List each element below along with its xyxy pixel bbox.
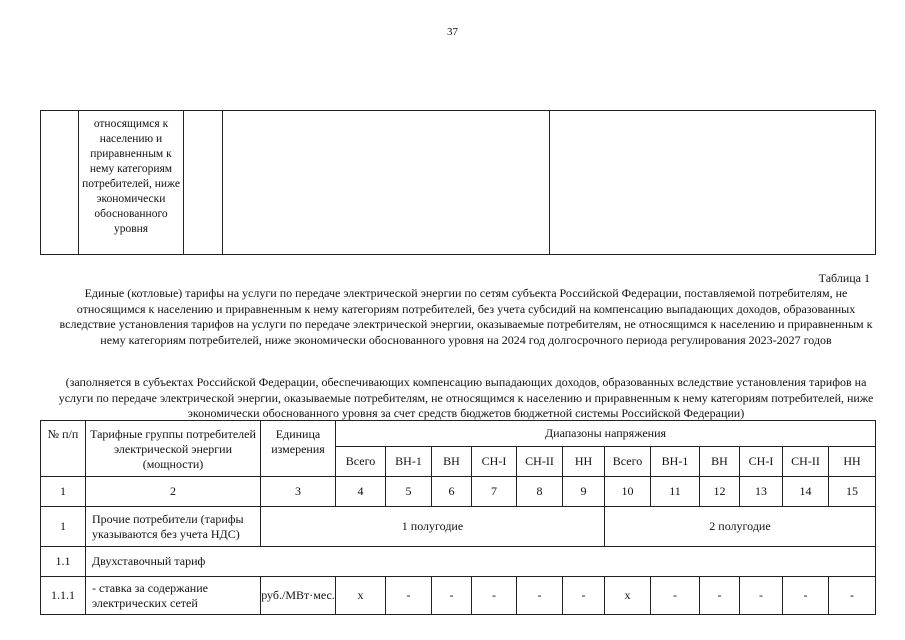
continued-table: [40, 110, 876, 255]
header-voltage: СН-I: [472, 447, 517, 477]
page-number: 37: [447, 26, 458, 38]
table-note: (заполняется в субъектах Российской Федерации, обеспечивающих компенсацию выпадающих доходов, образованных вследствие установления тарифов на услуги по передаче электрической энергии, оказываемые потребителям, не относящимся к населению и приравненным к нему категориям потребителей, ниже экономически обоснованного уровня за счет средств бюджетов бюджетной системы Российской Федерации): [58, 375, 874, 420]
header-voltage: ВН-1: [386, 447, 432, 477]
value-cell: -: [517, 577, 563, 615]
value-cell: -: [740, 577, 783, 615]
half-year-1: 1 полугодие: [261, 507, 605, 547]
column-number: 7: [472, 477, 517, 507]
header-voltage: СН-I: [740, 447, 783, 477]
value-cell: -: [472, 577, 517, 615]
empty-cell: [41, 111, 79, 255]
value-cell: -: [783, 577, 829, 615]
header-voltage: ВН: [700, 447, 740, 477]
header-voltage: ВН: [432, 447, 472, 477]
column-number: 13: [740, 477, 783, 507]
column-number: 4: [336, 477, 386, 507]
header-voltage: Всего: [336, 447, 386, 477]
header-voltage: Всего: [605, 447, 651, 477]
column-number: 1: [41, 477, 86, 507]
value-cell: -: [829, 577, 876, 615]
row-num: 1.1: [41, 547, 86, 577]
category-cell: относящимся к населению и приравненным к нему категориям потребителей, ниже экономически обоснованного уровня: [79, 111, 184, 255]
row-num: 1.1.1: [41, 577, 86, 615]
column-number: 11: [651, 477, 700, 507]
column-number: 3: [261, 477, 336, 507]
header-voltage: НН: [829, 447, 876, 477]
empty-cell: [184, 111, 223, 255]
table-title: Единые (котловые) тарифы на услуги по передаче электрической энергии по сетям субъекта Российской Федерации, поставляемой потребителям, не относящимся к населению и приравненным к нему категориям потребителей, без учета субсидий на компенсацию выпадающих доходов, образованных вследствие установления тарифов на услуги по передаче электрической энергии, оказываемые потребителям, не относящимся к населению и приравненным к нему категориям потребителей, ниже экономически обоснованного уровня на 2024 год долгосрочного периода регулирования 2023-2027 годов: [59, 286, 873, 347]
header-unit: Единица измерения: [261, 421, 336, 477]
row-name: Двухставочный тариф: [86, 547, 876, 577]
row-unit: руб./МВт·мес.: [261, 577, 336, 615]
row-num: 1: [41, 507, 86, 547]
table-label: Таблица 1: [818, 271, 870, 285]
empty-cell: [550, 111, 876, 255]
half-year-2: 2 полугодие: [605, 507, 876, 547]
empty-cell: [223, 111, 550, 255]
value-cell: -: [386, 577, 432, 615]
header-voltage-ranges: Диапазоны напряжения: [336, 421, 876, 447]
column-number: 15: [829, 477, 876, 507]
column-number: 2: [86, 477, 261, 507]
value-cell: -: [700, 577, 740, 615]
header-voltage: СН-II: [517, 447, 563, 477]
value-cell: -: [432, 577, 472, 615]
value-cell: х: [336, 577, 386, 615]
value-cell: х: [605, 577, 651, 615]
column-number: 12: [700, 477, 740, 507]
column-number: 6: [432, 477, 472, 507]
tariff-table: [40, 420, 876, 615]
column-number: 5: [386, 477, 432, 507]
header-num: № п/п: [41, 421, 86, 477]
header-groups: Тарифные группы потребителей электрической энергии (мощности): [86, 421, 261, 477]
column-number: 10: [605, 477, 651, 507]
row-name: - ставка за содержание электрических сетей: [86, 577, 261, 615]
value-cell: -: [651, 577, 700, 615]
value-cell: -: [563, 577, 605, 615]
header-voltage: СН-II: [783, 447, 829, 477]
column-number: 14: [783, 477, 829, 507]
column-number: 8: [517, 477, 563, 507]
column-number: 9: [563, 477, 605, 507]
row-name: Прочие потребители (тарифы указываются без учета НДС): [86, 507, 261, 547]
header-voltage: ВН-1: [651, 447, 700, 477]
header-voltage: НН: [563, 447, 605, 477]
